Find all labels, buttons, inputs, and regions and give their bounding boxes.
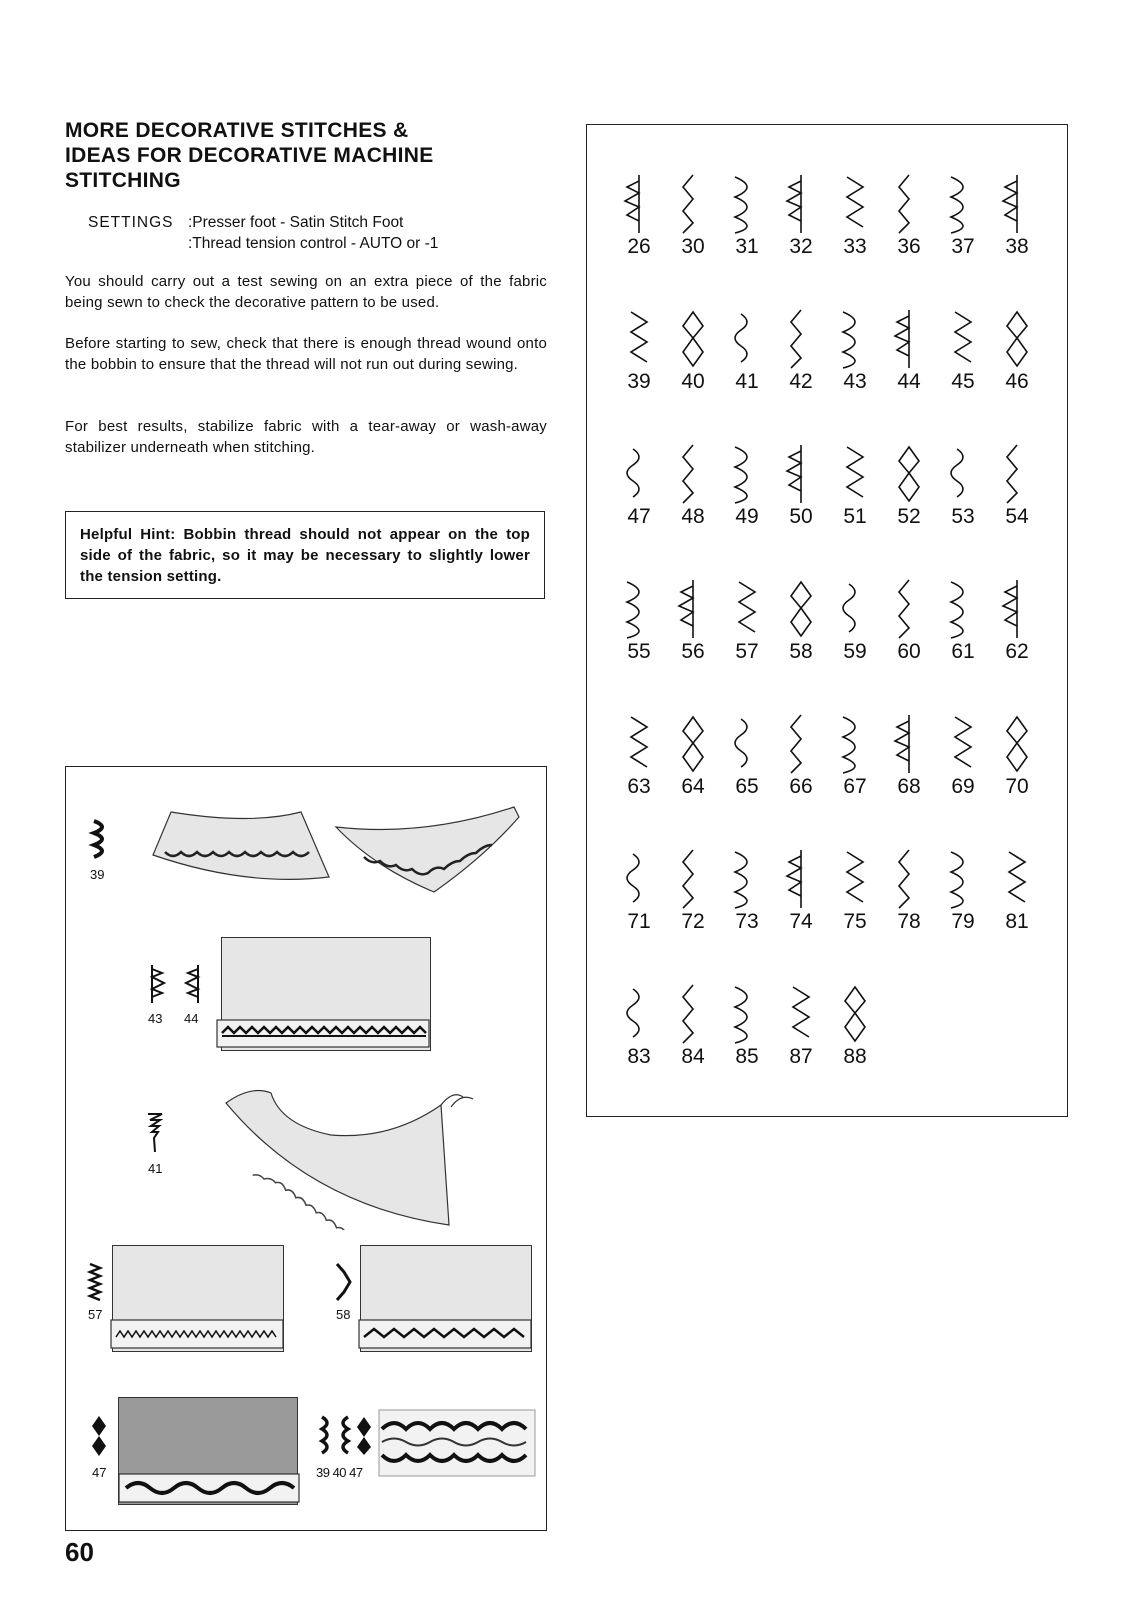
stitch-42-icon xyxy=(781,308,821,370)
stitch-cell xyxy=(828,173,882,273)
settings-label: SETTINGS xyxy=(88,214,174,231)
stitch-cell xyxy=(774,983,828,1083)
stitch-51-icon xyxy=(835,443,875,505)
stitch-number: 48 xyxy=(681,505,705,528)
settings-block xyxy=(88,212,438,254)
stitch-number: 81 xyxy=(1005,910,1029,933)
stitch-cell xyxy=(666,848,720,948)
stitch-cell xyxy=(774,173,828,273)
stitch-78-icon xyxy=(889,848,929,910)
stitch-cell xyxy=(828,443,882,543)
stitch-number: 87 xyxy=(789,1045,813,1068)
band-stitch-39-40-47 xyxy=(378,1409,538,1479)
stitch-58-icon xyxy=(334,1262,354,1302)
stitch-cell xyxy=(720,443,774,543)
stitch-cell xyxy=(990,848,1044,948)
stitch-cell xyxy=(666,443,720,543)
stitch-cell xyxy=(666,173,720,273)
stitch-number: 50 xyxy=(789,505,813,528)
label-58: 58 xyxy=(336,1307,351,1322)
stitch-cell xyxy=(720,713,774,813)
stitch-cell xyxy=(666,308,720,408)
stitch-number: 70 xyxy=(1005,775,1029,798)
stitch-cell xyxy=(936,443,990,543)
stitch-pattern-chart xyxy=(586,124,1068,1117)
stitch-number: 26 xyxy=(627,235,651,258)
label-39: 39 xyxy=(90,867,105,882)
stitch-cell xyxy=(612,173,666,273)
stitch-number: 56 xyxy=(681,640,705,663)
stitch-cell xyxy=(720,848,774,948)
stitch-cell xyxy=(666,713,720,813)
stitch-74-icon xyxy=(781,848,821,910)
stitch-number: 63 xyxy=(627,775,651,798)
label-57: 57 xyxy=(88,1307,103,1322)
stitch-number: 38 xyxy=(1005,235,1029,258)
stitch-36-icon xyxy=(889,173,929,235)
stitch-number: 62 xyxy=(1005,640,1029,663)
stitch-number: 66 xyxy=(789,775,813,798)
paragraph-test-sewing: You should carry out a test sewing on an extra piece of the fabric being sewn to check the decorative pattern to be used. xyxy=(65,273,547,311)
stitch-number: 36 xyxy=(897,235,921,258)
settings-thread-tension: :Thread tension control - AUTO or -1 xyxy=(188,235,439,252)
stitch-cell xyxy=(990,578,1044,678)
stitch-cell xyxy=(882,713,936,813)
stitch-81-icon xyxy=(997,848,1037,910)
stitch-63-icon xyxy=(619,713,659,775)
stitch-53-icon xyxy=(943,443,983,505)
stitch-48-icon xyxy=(673,443,713,505)
stitch-64-icon xyxy=(673,713,713,775)
stitch-number: 37 xyxy=(951,235,975,258)
stitch-50-icon xyxy=(781,443,821,505)
settings-presser-foot: :Presser foot - Satin Stitch Foot xyxy=(188,214,404,231)
stitch-54-icon xyxy=(997,443,1037,505)
stitch-cell xyxy=(936,713,990,813)
stitch-number: 79 xyxy=(951,910,975,933)
stitch-83-icon xyxy=(619,983,659,1045)
stitch-number: 59 xyxy=(843,640,867,663)
stitch-71-icon xyxy=(619,848,659,910)
stitch-number: 51 xyxy=(843,505,867,528)
stitch-number: 74 xyxy=(789,910,813,933)
stitch-cell xyxy=(936,848,990,948)
stitch-45-icon xyxy=(943,308,983,370)
stitch-69-icon xyxy=(943,713,983,775)
stitch-cell xyxy=(612,983,666,1083)
paragraph-bobbin: Before starting to sew, check that there is enough thread wound onto the bobbin to ensure that the thread will not run out during sewing. xyxy=(65,335,547,373)
stitch-number: 78 xyxy=(897,910,921,933)
stitch-number: 55 xyxy=(627,640,651,663)
stitch-cell xyxy=(720,578,774,678)
stitch-number: 53 xyxy=(951,505,975,528)
neckline-illustration xyxy=(221,1085,491,1230)
stitch-72-icon xyxy=(673,848,713,910)
stitch-cell xyxy=(990,713,1044,813)
helpful-hint-text: Helpful Hint: Bobbin thread should not appear on the top side of the fabric, so it may be necessary to slightly lower the tension setting. xyxy=(80,526,530,585)
stitch-number: 54 xyxy=(1005,505,1029,528)
stitch-40-icon xyxy=(673,308,713,370)
stitch-47-icon xyxy=(619,443,659,505)
stitch-cell xyxy=(612,578,666,678)
stitch-number: 69 xyxy=(951,775,975,798)
stitch-cell xyxy=(828,983,882,1083)
stitch-cell xyxy=(882,308,936,408)
title-line: IDEAS FOR DECORATIVE MACHINE xyxy=(65,144,434,167)
stitch-56-icon xyxy=(673,578,713,640)
stitch-33-icon xyxy=(835,173,875,235)
stitch-58-icon xyxy=(781,578,821,640)
page-number: 60 xyxy=(65,1537,94,1567)
stitch-59-icon xyxy=(835,578,875,640)
stitch-70-icon xyxy=(997,713,1037,775)
stitch-cell xyxy=(990,173,1044,273)
stitch-number: 52 xyxy=(897,505,921,528)
label-47: 47 xyxy=(92,1465,107,1480)
stitch-39-40-47-icon xyxy=(318,1415,374,1455)
stitch-cell xyxy=(936,173,990,273)
stitch-cell xyxy=(828,308,882,408)
stitch-cell xyxy=(882,173,936,273)
stitch-38-icon xyxy=(997,173,1037,235)
stitch-31-icon xyxy=(727,173,767,235)
stitch-cell xyxy=(882,578,936,678)
stitch-number: 58 xyxy=(789,640,813,663)
stitch-number: 61 xyxy=(951,640,975,663)
stitch-43-icon xyxy=(835,308,875,370)
stitch-43-44-icon xyxy=(148,963,206,1005)
stitch-37-icon xyxy=(943,173,983,235)
band-stitch-57 xyxy=(110,1319,286,1351)
stitch-52-icon xyxy=(889,443,929,505)
stitch-number: 60 xyxy=(897,640,921,663)
stitch-cell xyxy=(774,443,828,543)
stitch-44-icon xyxy=(889,308,929,370)
stitch-39-icon xyxy=(86,819,116,859)
collar-illustration xyxy=(151,807,331,882)
paragraph-stabilizer: For best results, stabilize fabric with a tear-away or wash-away stabilizer underneath when stitching. xyxy=(65,418,547,456)
stitch-number: 44 xyxy=(897,370,921,393)
stitch-cell xyxy=(666,578,720,678)
title-line: MORE DECORATIVE STITCHES & xyxy=(65,119,409,142)
stitch-number: 40 xyxy=(681,370,705,393)
stitch-number: 32 xyxy=(789,235,813,258)
stitch-cell xyxy=(612,308,666,408)
stitch-73-icon xyxy=(727,848,767,910)
stitch-number: 30 xyxy=(681,235,705,258)
stitch-number: 47 xyxy=(627,505,651,528)
stitch-cell xyxy=(612,443,666,543)
decorative-ideas-illustration xyxy=(65,766,547,1531)
stitch-88-icon xyxy=(835,983,875,1045)
stitch-cell xyxy=(828,848,882,948)
label-43: 43 xyxy=(148,1011,163,1026)
stitch-26-icon xyxy=(619,173,659,235)
stitch-number: 83 xyxy=(627,1045,651,1068)
stitch-cell xyxy=(882,848,936,948)
stitch-87-icon xyxy=(781,983,821,1045)
stitch-number: 42 xyxy=(789,370,813,393)
stitch-number: 68 xyxy=(897,775,921,798)
stitch-41-icon xyxy=(727,308,767,370)
stitch-cell xyxy=(774,848,828,948)
label-41: 41 xyxy=(148,1161,163,1176)
stitch-66-icon xyxy=(781,713,821,775)
stitch-number: 67 xyxy=(843,775,867,798)
stitch-cell xyxy=(774,308,828,408)
stitch-number: 33 xyxy=(843,235,867,258)
stitch-39-icon xyxy=(619,308,659,370)
stitch-cell xyxy=(612,848,666,948)
stitch-85-icon xyxy=(727,983,767,1045)
stitch-61-icon xyxy=(943,578,983,640)
stitch-cell xyxy=(720,308,774,408)
page-title xyxy=(65,118,545,193)
stitch-number: 71 xyxy=(627,910,651,933)
stitch-60-icon xyxy=(889,578,929,640)
stitch-number: 49 xyxy=(735,505,759,528)
band-stitch-47 xyxy=(118,1473,302,1505)
stitch-number: 57 xyxy=(735,640,759,663)
stitch-number: 88 xyxy=(843,1045,867,1068)
stitch-number: 41 xyxy=(735,370,759,393)
stitch-32-icon xyxy=(781,173,821,235)
stitch-30-icon xyxy=(673,173,713,235)
stitch-cell xyxy=(774,578,828,678)
label-39-40-47: 39 40 47 xyxy=(316,1465,363,1480)
stitch-number: 72 xyxy=(681,910,705,933)
stitch-47-icon xyxy=(90,1414,108,1458)
stitch-number: 73 xyxy=(735,910,759,933)
stitch-49-icon xyxy=(727,443,767,505)
stitch-cell xyxy=(828,713,882,813)
stitch-number: 45 xyxy=(951,370,975,393)
stitch-number: 75 xyxy=(843,910,867,933)
hem-stitch-band xyxy=(216,1019,434,1049)
stitch-cell xyxy=(936,578,990,678)
stitch-55-icon xyxy=(619,578,659,640)
title-line: STITCHING xyxy=(65,169,181,192)
stitch-number: 46 xyxy=(1005,370,1029,393)
stitch-number: 64 xyxy=(681,775,705,798)
stitch-cell xyxy=(720,173,774,273)
stitch-number: 39 xyxy=(627,370,651,393)
stitch-41-icon xyxy=(146,1112,164,1154)
stitch-57-icon xyxy=(727,578,767,640)
stitch-65-icon xyxy=(727,713,767,775)
stitch-57-icon xyxy=(86,1262,106,1302)
stitch-cell xyxy=(882,443,936,543)
stitch-cell xyxy=(936,308,990,408)
stitch-number: 84 xyxy=(681,1045,705,1068)
stitch-number: 85 xyxy=(735,1045,759,1068)
stitch-cell xyxy=(990,443,1044,543)
stitch-number: 43 xyxy=(843,370,867,393)
band-stitch-58 xyxy=(358,1319,534,1351)
stitch-68-icon xyxy=(889,713,929,775)
helpful-hint-box xyxy=(65,511,545,599)
stitch-cell xyxy=(774,713,828,813)
stitch-cell xyxy=(666,983,720,1083)
stitch-number: 65 xyxy=(735,775,759,798)
collar-illustration xyxy=(334,797,524,897)
stitch-46-icon xyxy=(997,308,1037,370)
stitch-62-icon xyxy=(997,578,1037,640)
stitch-67-icon xyxy=(835,713,875,775)
stitch-79-icon xyxy=(943,848,983,910)
stitch-cell xyxy=(828,578,882,678)
stitch-cell xyxy=(612,713,666,813)
label-44: 44 xyxy=(184,1011,199,1026)
stitch-84-icon xyxy=(673,983,713,1045)
stitch-number: 31 xyxy=(735,235,759,258)
stitch-cell xyxy=(720,983,774,1083)
stitch-cell xyxy=(990,308,1044,408)
stitch-75-icon xyxy=(835,848,875,910)
